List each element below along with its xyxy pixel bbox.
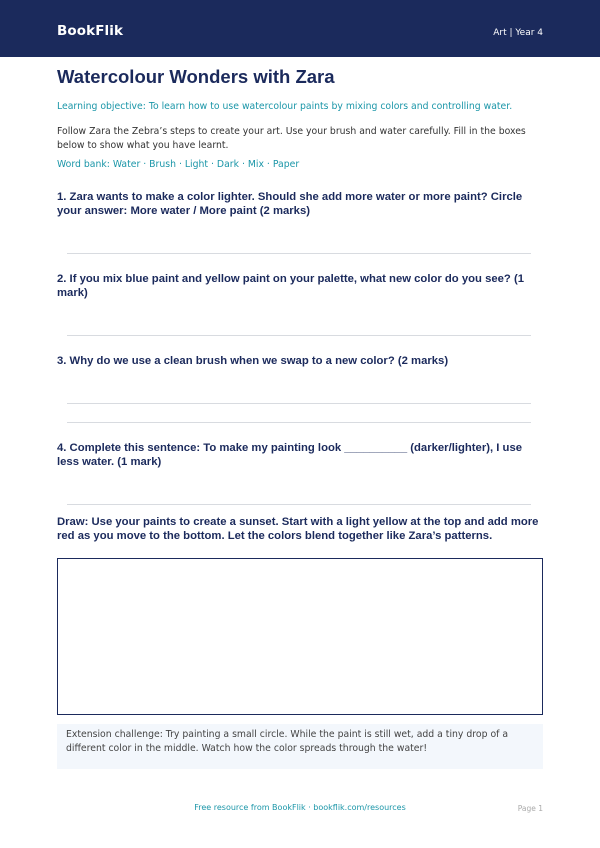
- question-4: 4. Complete this sentence: To make my painting look __________ (darker/lighter), I use less water. (1 mark): [57, 442, 523, 468]
- subject-year-label: Art | Year 4: [493, 28, 543, 38]
- extension-panel: [57, 724, 543, 769]
- answer-line[interactable]: [67, 253, 531, 254]
- footer-link[interactable]: Free resource from BookFlik · bookflik.com/resources: [194, 803, 406, 812]
- brand-logo[interactable]: BookFlik: [57, 23, 124, 39]
- extension-challenge-text: Extension challenge: Try painting a small circle. While the paint is still wet, add a tiny drop of a different color in the middle. Watch how the color spreads through the water!: [66, 729, 509, 754]
- drawing-box[interactable]: [57, 558, 543, 715]
- answer-line[interactable]: [67, 422, 531, 423]
- answer-line[interactable]: [67, 504, 531, 505]
- question-3: 3. Why do we use a clean brush when we swap to a new color? (2 marks): [57, 355, 449, 367]
- worksheet-title: Watercolour Wonders with Zara: [57, 66, 335, 87]
- answer-line[interactable]: [67, 335, 531, 336]
- answer-line[interactable]: [67, 403, 531, 404]
- header-bar: [0, 0, 600, 57]
- intro-text: Follow Zara the Zebra’s steps to create your art. Use your brush and water carefully. Fill in the boxes below to show what you have learnt.: [57, 126, 526, 151]
- question-1: 1. Zara wants to make a color lighter. Should she add more water or more paint? Circle your answer: More water / More paint (2 marks): [57, 191, 523, 217]
- draw-prompt: Draw: Use your paints to create a sunset. Start with a light yellow at the top and add more red as you move to the bottom. Let the colors blend together like Zara’s patterns.: [57, 516, 539, 542]
- learning-objective: Learning objective: To learn how to use watercolour paints by mixing colors and controlling water.: [57, 101, 513, 112]
- page-number: Page 1: [517, 804, 543, 813]
- question-2: 2. If you mix blue paint and yellow paint on your palette, what new color do you see? (1 mark): [57, 273, 525, 299]
- word-bank: Word bank: Water · Brush · Light · Dark · Mix · Paper: [57, 159, 300, 170]
